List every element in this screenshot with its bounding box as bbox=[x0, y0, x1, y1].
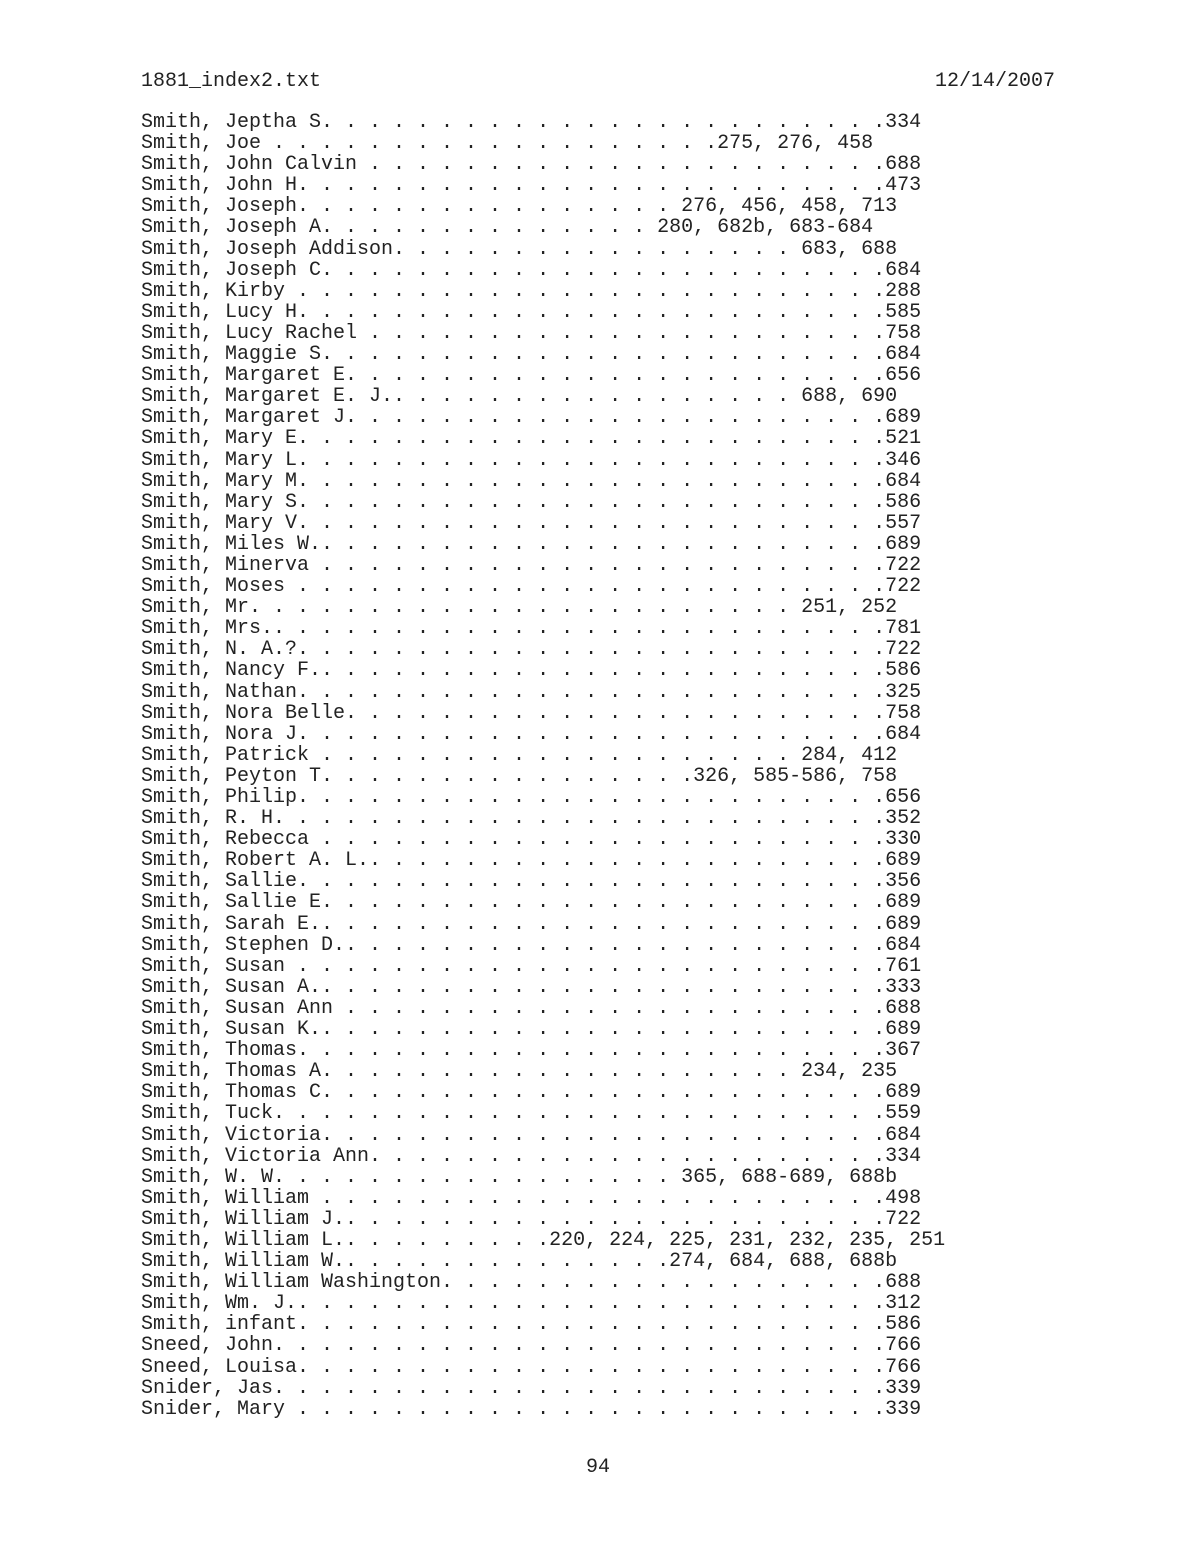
index-entry: Smith, Joseph A. . . . . . . . . . . . . . 280, 682b, 683-684 bbox=[141, 216, 874, 240]
index-entry: Smith, William W.. . . . . . . . . . . . . .274, 684, 688, 688b bbox=[141, 1250, 898, 1274]
index-entry: Smith, Thomas A. . . . . . . . . . . . . . . . . . . . 234, 235 bbox=[141, 1060, 898, 1084]
index-entry: Smith, Victoria. . . . . . . . . . . . . . . . . . . . . . . .684 bbox=[141, 1123, 922, 1147]
index-entry: Smith, Peyton T. . . . . . . . . . . . . . . .326, 585-586, 758 bbox=[141, 764, 898, 788]
index-entry: Smith, Joe . . . . . . . . . . . . . . . . . . .275, 276, 458 bbox=[141, 132, 874, 156]
index-entry: Smith, William . . . . . . . . . . . . . . . . . . . . . . . .498 bbox=[141, 1186, 922, 1210]
index-entry: Smith, Mary E. . . . . . . . . . . . . . . . . . . . . . . . .521 bbox=[141, 427, 922, 451]
index-entry: Smith, Nathan. . . . . . . . . . . . . . . . . . . . . . . . .325 bbox=[141, 680, 922, 704]
index-list bbox=[141, 112, 945, 1420]
index-entry: Smith, Thomas C. . . . . . . . . . . . . . . . . . . . . . . .689 bbox=[141, 1081, 922, 1105]
index-entry: Smith, John Calvin . . . . . . . . . . . . . . . . . . . . . .688 bbox=[141, 153, 922, 177]
index-entry: Smith, Philip. . . . . . . . . . . . . . . . . . . . . . . . .656 bbox=[141, 786, 922, 809]
index-entry: Smith, Mary S. . . . . . . . . . . . . . . . . . . . . . . . .586 bbox=[141, 490, 922, 514]
index-entry: Smith, W. W. . . . . . . . . . . . . . . . . 365, 688-689, 688b bbox=[141, 1165, 898, 1189]
index-entry: Smith, Mr. . . . . . . . . . . . . . . . . . . . . . . 251, 252 bbox=[141, 596, 898, 620]
index-entry: Sneed, John. . . . . . . . . . . . . . . . . . . . . . . . . .766 bbox=[141, 1334, 922, 1358]
index-entry: Smith, Patrick . . . . . . . . . . . . . . . . . . . . 284, 412 bbox=[141, 743, 898, 767]
index-entry: Smith, Susan Ann . . . . . . . . . . . . . . . . . . . . . . .688 bbox=[141, 996, 922, 1020]
index-entry: Smith, Nora J. . . . . . . . . . . . . . . . . . . . . . . . .684 bbox=[141, 722, 922, 746]
index-entry: Smith, Wm. J.. . . . . . . . . . . . . . . . . . . . . . . . .312 bbox=[141, 1292, 922, 1316]
index-entry: Smith, Sarah E.. . . . . . . . . . . . . . . . . . . . . . . .689 bbox=[141, 912, 922, 936]
index-entry: Smith, Victoria Ann. . . . . . . . . . . . . . . . . . . . . .334 bbox=[141, 1144, 922, 1168]
index-entry: Smith, Lucy Rachel . . . . . . . . . . . . . . . . . . . . . .758 bbox=[141, 321, 922, 345]
index-entry: Smith, William L.. . . . . . . . .220, 224, 225, 231, 232, 235, 251 bbox=[141, 1228, 946, 1252]
index-entry: Smith, Mary L. . . . . . . . . . . . . . . . . . . . . . . . .346 bbox=[141, 448, 922, 472]
index-entry: Snider, Jas. . . . . . . . . . . . . . . . . . . . . . . . . .339 bbox=[141, 1376, 922, 1400]
index-entry: Smith, John H. . . . . . . . . . . . . . . . . . . . . . . . .473 bbox=[141, 174, 922, 198]
index-entry: Smith, Margaret J. . . . . . . . . . . . . . . . . . . . . . .689 bbox=[141, 406, 922, 430]
index-entry: Smith, William J.. . . . . . . . . . . . . . . . . . . . . . .722 bbox=[141, 1207, 922, 1231]
index-entry: Smith, Lucy H. . . . . . . . . . . . . . . . . . . . . . . . .585 bbox=[141, 300, 922, 324]
document-date: 12/14/2007 bbox=[935, 70, 1056, 93]
index-entry: Smith, Mrs.. . . . . . . . . . . . . . . . . . . . . . . . . .781 bbox=[141, 617, 922, 641]
index-entry: Smith, Jeptha S. . . . . . . . . . . . . . . . . . . . . . . .334 bbox=[141, 111, 922, 134]
index-entry: Smith, Minerva . . . . . . . . . . . . . . . . . . . . . . . .722 bbox=[141, 553, 922, 577]
index-entry: Smith, William Washington. . . . . . . . . . . . . . . . . . .688 bbox=[141, 1271, 922, 1295]
index-entry: Smith, Joseph. . . . . . . . . . . . . . . . 276, 456, 458, 713 bbox=[141, 195, 898, 219]
index-entry: Smith, Nora Belle. . . . . . . . . . . . . . . . . . . . . . .758 bbox=[141, 701, 922, 725]
index-entry: Smith, Joseph C. . . . . . . . . . . . . . . . . . . . . . . .684 bbox=[141, 258, 922, 282]
index-entry: Smith, Moses . . . . . . . . . . . . . . . . . . . . . . . . .722 bbox=[141, 575, 922, 599]
index-entry: Smith, Robert A. L.. . . . . . . . . . . . . . . . . . . . . .689 bbox=[141, 849, 922, 873]
index-entry: Smith, Susan K.. . . . . . . . . . . . . . . . . . . . . . . .689 bbox=[141, 1018, 922, 1042]
index-entry: Smith, infant. . . . . . . . . . . . . . . . . . . . . . . . .586 bbox=[141, 1313, 922, 1337]
index-entry: Smith, Maggie S. . . . . . . . . . . . . . . . . . . . . . . .684 bbox=[141, 343, 922, 367]
index-entry: Snider, Mary . . . . . . . . . . . . . . . . . . . . . . . . .339 bbox=[141, 1397, 922, 1421]
index-entry: Smith, Susan A.. . . . . . . . . . . . . . . . . . . . . . . .333 bbox=[141, 975, 922, 999]
index-entry: Smith, Sallie E. . . . . . . . . . . . . . . . . . . . . . . .689 bbox=[141, 891, 922, 915]
index-entry: Sneed, Louisa. . . . . . . . . . . . . . . . . . . . . . . . .766 bbox=[141, 1355, 922, 1379]
index-entry: Smith, Miles W.. . . . . . . . . . . . . . . . . . . . . . . .689 bbox=[141, 532, 922, 556]
index-entry: Smith, Tuck. . . . . . . . . . . . . . . . . . . . . . . . . .559 bbox=[141, 1102, 922, 1126]
index-entry: Smith, Stephen D.. . . . . . . . . . . . . . . . . . . . . . .684 bbox=[141, 933, 922, 957]
index-entry: Smith, Susan . . . . . . . . . . . . . . . . . . . . . . . . .761 bbox=[141, 954, 922, 978]
index-entry: Smith, R. H. . . . . . . . . . . . . . . . . . . . . . . . . .352 bbox=[141, 807, 922, 831]
index-entry: Smith, Mary V. . . . . . . . . . . . . . . . . . . . . . . . .557 bbox=[141, 511, 922, 535]
index-entry: Smith, Thomas. . . . . . . . . . . . . . . . . . . . . . . . .367 bbox=[141, 1039, 922, 1063]
index-entry: Smith, Margaret E. . . . . . . . . . . . . . . . . . . . . . .656 bbox=[141, 364, 922, 388]
index-entry: Smith, Margaret E. J.. . . . . . . . . . . . . . . . . 688, 690 bbox=[141, 385, 898, 409]
index-entry: Smith, Kirby . . . . . . . . . . . . . . . . . . . . . . . . .288 bbox=[141, 279, 922, 303]
index-entry: Smith, N. A.?. . . . . . . . . . . . . . . . . . . . . . . . .722 bbox=[141, 638, 922, 662]
index-entry: Smith, Joseph Addison. . . . . . . . . . . . . . . . . 683, 688 bbox=[141, 237, 898, 261]
index-entry: Smith, Rebecca . . . . . . . . . . . . . . . . . . . . . . . .330 bbox=[141, 828, 922, 852]
index-entry: Smith, Sallie. . . . . . . . . . . . . . . . . . . . . . . . .356 bbox=[141, 870, 922, 894]
document-filename: 1881_index2.txt bbox=[141, 70, 322, 93]
index-entry: Smith, Nancy F.. . . . . . . . . . . . . . . . . . . . . . . .586 bbox=[141, 659, 922, 683]
page-number: 94 bbox=[585, 1456, 610, 1479]
index-entry: Smith, Mary M. . . . . . . . . . . . . . . . . . . . . . . . .684 bbox=[141, 469, 922, 493]
